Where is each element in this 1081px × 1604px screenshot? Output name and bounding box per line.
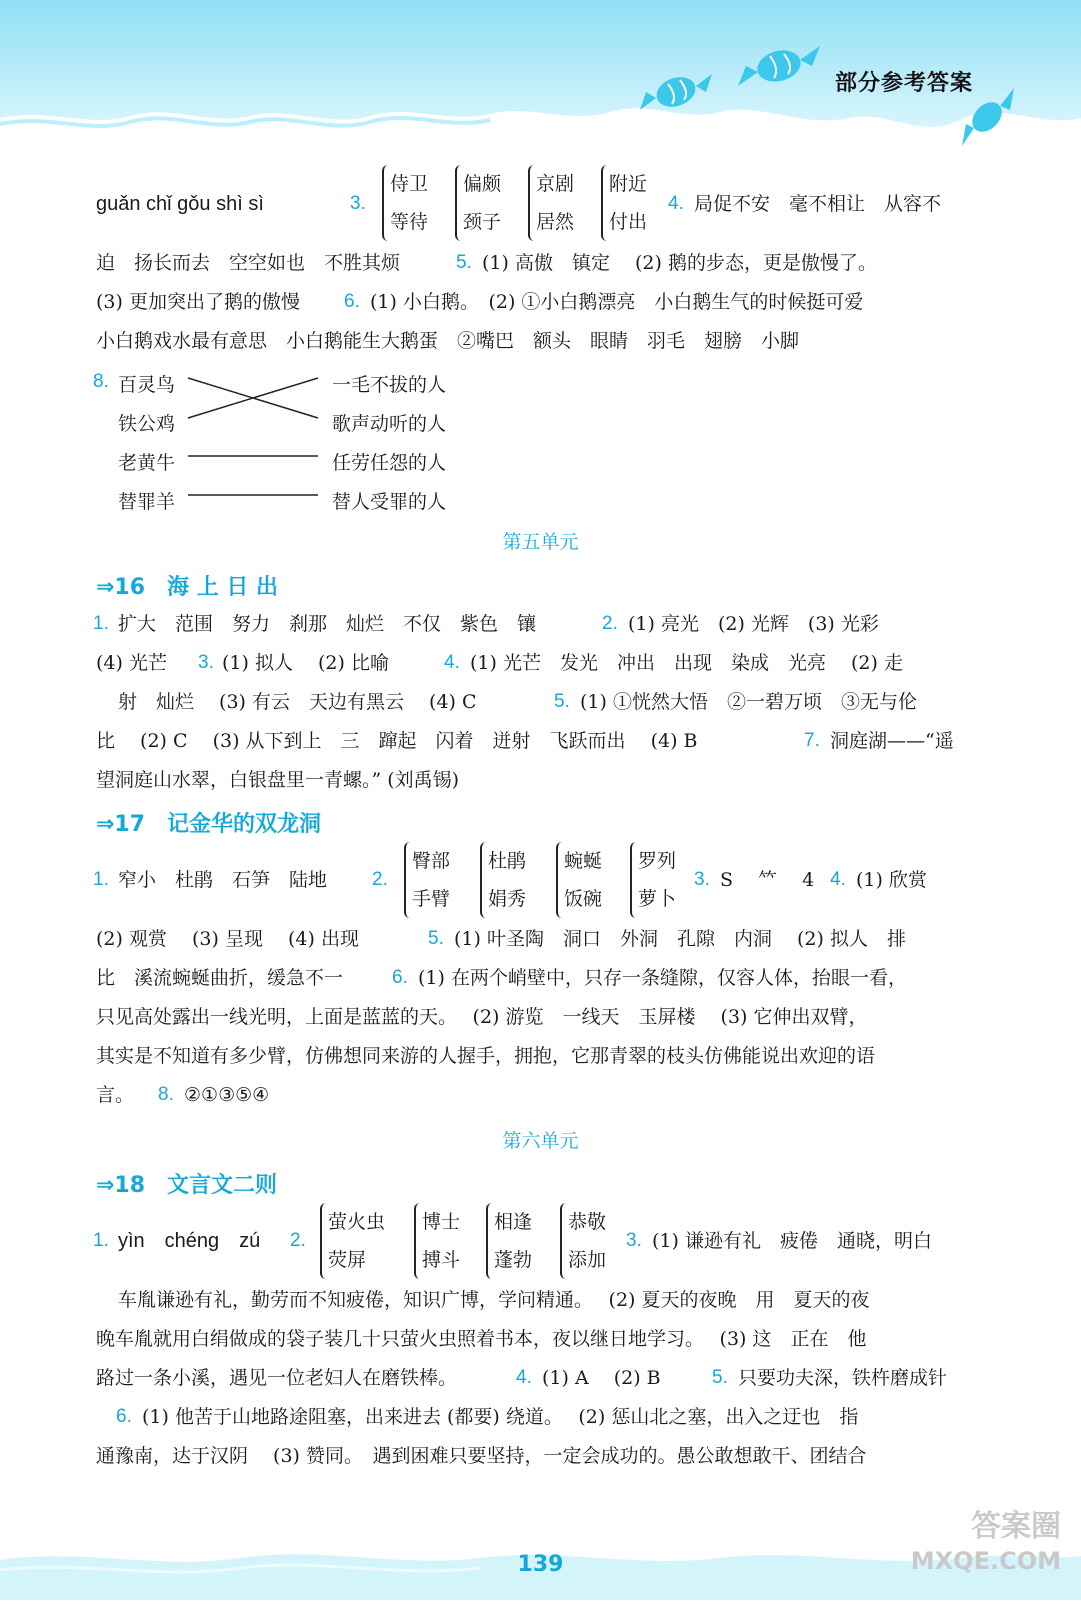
question-number: 4. — [830, 869, 846, 890]
watermark-logo: 答案圈 MXQE.COM — [910, 1509, 1061, 1575]
answer-text: (2) 观赏 (3) 呈现 (4) 出现 — [96, 928, 359, 950]
unit-title: 第五单元 — [502, 531, 579, 553]
question-number: 6. — [392, 967, 408, 988]
answer-text: 车胤谦逊有礼，勤劳而不知疲倦，知识广博，学问精通。 (2) 夏天的夜晚 用 夏天的夜 — [118, 1289, 870, 1311]
word-pair-group: 罗列 萝卜 — [630, 842, 676, 918]
match-left-item: 老黄牛 — [118, 452, 176, 474]
candy-icon — [734, 36, 824, 96]
answer-text: (1) 他苦于山地路途阻塞，出来进去 (都要) 绕道。 (2) 惩山北之塞，出入之迂也 指 — [142, 1406, 859, 1428]
match-right-item: 一毛不拔的人 — [332, 374, 447, 396]
answer-text: (1) 欣赏 — [856, 869, 927, 891]
match-right-item: 替人受罪的人 — [332, 491, 447, 513]
answer-text: (1) 叶圣陶 洞口 外洞 孔隙 内洞 (2) 拟人 排 — [454, 928, 906, 950]
answer-text: (1) A (2) B — [542, 1367, 661, 1389]
answer-text: 路过一条小溪，遇见一位老妇人在磨铁棒。 — [96, 1367, 458, 1389]
question-number: 8. — [93, 371, 109, 392]
answer-text: (1) ①恍然大悟 ②一碧万顷 ③无与伦 — [580, 691, 917, 713]
answer-text: 只要功夫深，铁杵磨成针 — [738, 1367, 948, 1389]
answer-text: (1) 小白鹅。 (2) ①小白鹅漂亮 小白鹅生气的时候挺可爱 — [370, 291, 864, 313]
question-number: 4. — [444, 652, 460, 673]
match-right-item: 任劳任怨的人 — [332, 452, 447, 474]
match-left-item: 百灵鸟 — [118, 374, 176, 396]
answer-text: 迫 扬长而去 空空如也 不胜其烦 — [96, 252, 401, 274]
answer-text: 通豫南，达于汉阴 (3) 赞同。 遇到困难只要坚持，一定会成功的。愚公敢想敢干、团结合 — [96, 1445, 867, 1467]
word-pair-group: 相逢 蓬勃 — [486, 1203, 532, 1279]
question-number: 8. — [158, 1084, 174, 1105]
page-header — [0, 0, 1081, 150]
question-number: 4. — [668, 193, 684, 214]
lesson-title: ⇒18 文言文二则 — [96, 1173, 278, 1198]
match-left-item: 铁公鸡 — [118, 413, 176, 435]
word-pair-group: 博士 搏斗 — [414, 1203, 460, 1279]
answer-text: (1) 亮光 (2) 光辉 (3) 光彩 — [628, 613, 879, 635]
answer-text: 比 溪流蜿蜒曲折，缓急不一 — [96, 967, 344, 989]
word-pair-group: 恭敬 添加 — [560, 1203, 606, 1279]
answer-text: ②①③⑤④ — [184, 1084, 270, 1106]
answer-text: (4) 光芒 — [96, 652, 167, 674]
question-number: 4. — [516, 1367, 532, 1388]
answer-text: 只见高处露出一线光明，上面是蓝蓝的天。 (2) 游览 一线天 玉屏楼 (3) 它伸出双臂， — [96, 1006, 868, 1028]
question-number: 2. — [372, 869, 388, 890]
word-pair-group: 蜿蜒 饭碗 — [556, 842, 602, 918]
pinyin-answer: yìn chéng zú — [118, 1230, 261, 1252]
answer-text: 洞庭湖——“遥 — [830, 730, 954, 752]
question-number: 2. — [602, 613, 618, 634]
answer-text: 扩大 范围 努力 刹那 灿烂 不仅 紫色 镶 — [118, 613, 537, 635]
word-pair-group: 京剧 居然 — [528, 165, 574, 241]
word-pair-group: 侍卫 等待 — [382, 165, 428, 241]
question-number: 3. — [694, 869, 710, 890]
question-number: 5. — [456, 252, 472, 273]
candy-icon — [636, 62, 716, 122]
question-number: 3. — [198, 652, 214, 673]
word-pair-group: 萤火虫 荧屏 — [320, 1203, 385, 1279]
header-title: 部分参考答案 — [835, 71, 974, 96]
answer-text: 射 灿烂 (3) 有云 天边有黑云 (4) C — [118, 691, 477, 713]
page-number: 139 — [517, 1552, 564, 1577]
question-number: 1. — [93, 869, 109, 890]
unit-title: 第六单元 — [502, 1130, 579, 1152]
question-number: 5. — [428, 928, 444, 949]
answer-text: (1) 拟人 (2) 比喻 — [222, 652, 389, 674]
question-number: 2. — [290, 1230, 306, 1251]
question-number: 6. — [116, 1406, 132, 1427]
question-number: 3. — [350, 193, 366, 214]
match-right-item: 歌声动听的人 — [332, 413, 447, 435]
word-pair-group: 附近 付出 — [601, 165, 647, 241]
question-number: 6. — [344, 291, 360, 312]
answer-text: (3) 更加突出了鹅的傲慢 — [96, 291, 300, 313]
question-number: 1. — [93, 613, 109, 634]
answer-text: 晚车胤就用白绢做成的袋子装几十只萤火虫照着书本，夜以继日地学习。 (3) 这 正在 他 — [96, 1328, 867, 1350]
pinyin-answer: guǎn chǐ gǒu shì sì — [96, 193, 264, 215]
answer-text: 窄小 杜鹃 石笋 陆地 — [118, 869, 328, 891]
answer-text: 小白鹅戏水最有意思 小白鹅能生大鹅蛋 ②嘴巴 额头 眼睛 羽毛 翅膀 小脚 — [96, 330, 800, 352]
answer-text: S 𥫗 4 — [720, 869, 815, 891]
answer-text: 局促不安 毫不相让 从容不 — [694, 193, 942, 215]
answer-text: 比 (2) C (3) 从下到上 三 蹿起 闪着 迸射 飞跃而出 (4) B — [96, 730, 698, 752]
word-pair-group: 臀部 手臂 — [404, 842, 450, 918]
match-left-item: 替罪羊 — [118, 491, 176, 513]
answer-text: (1) 谦逊有礼 疲倦 通晓，明白 — [652, 1230, 932, 1252]
answer-text: 言。 — [96, 1084, 135, 1106]
question-number: 5. — [554, 691, 570, 712]
answer-text: 望洞庭山水翠，白银盘里一青螺。” (刘禹锡) — [96, 769, 460, 791]
question-number: 5. — [712, 1367, 728, 1388]
question-number: 7. — [804, 730, 820, 751]
question-number: 1. — [93, 1230, 109, 1251]
lesson-title: ⇒16 海 上 日 出 — [96, 575, 279, 600]
lesson-title: ⇒17 记金华的双龙洞 — [96, 812, 322, 837]
answer-text: (1) 在两个峭壁中，只存一条缝隙，仅容人体，抬眼一看， — [418, 967, 907, 989]
answer-text: 其实是不知道有多少臂，仿佛想同来游的人握手，拥抱，它那青翠的枝头仿佛能说出欢迎的语 — [96, 1045, 876, 1067]
answer-text: (1) 光芒 发光 冲出 出现 染成 光亮 (2) 走 — [470, 652, 903, 674]
word-pair-group: 杜鹃 娟秀 — [480, 842, 526, 918]
matching-lines — [0, 370, 1081, 510]
word-pair-group: 偏颇 颈子 — [455, 165, 501, 241]
answer-text: (1) 高傲 镇定 (2) 鹅的步态，更是傲慢了。 — [482, 252, 877, 274]
question-number: 3. — [626, 1230, 642, 1251]
